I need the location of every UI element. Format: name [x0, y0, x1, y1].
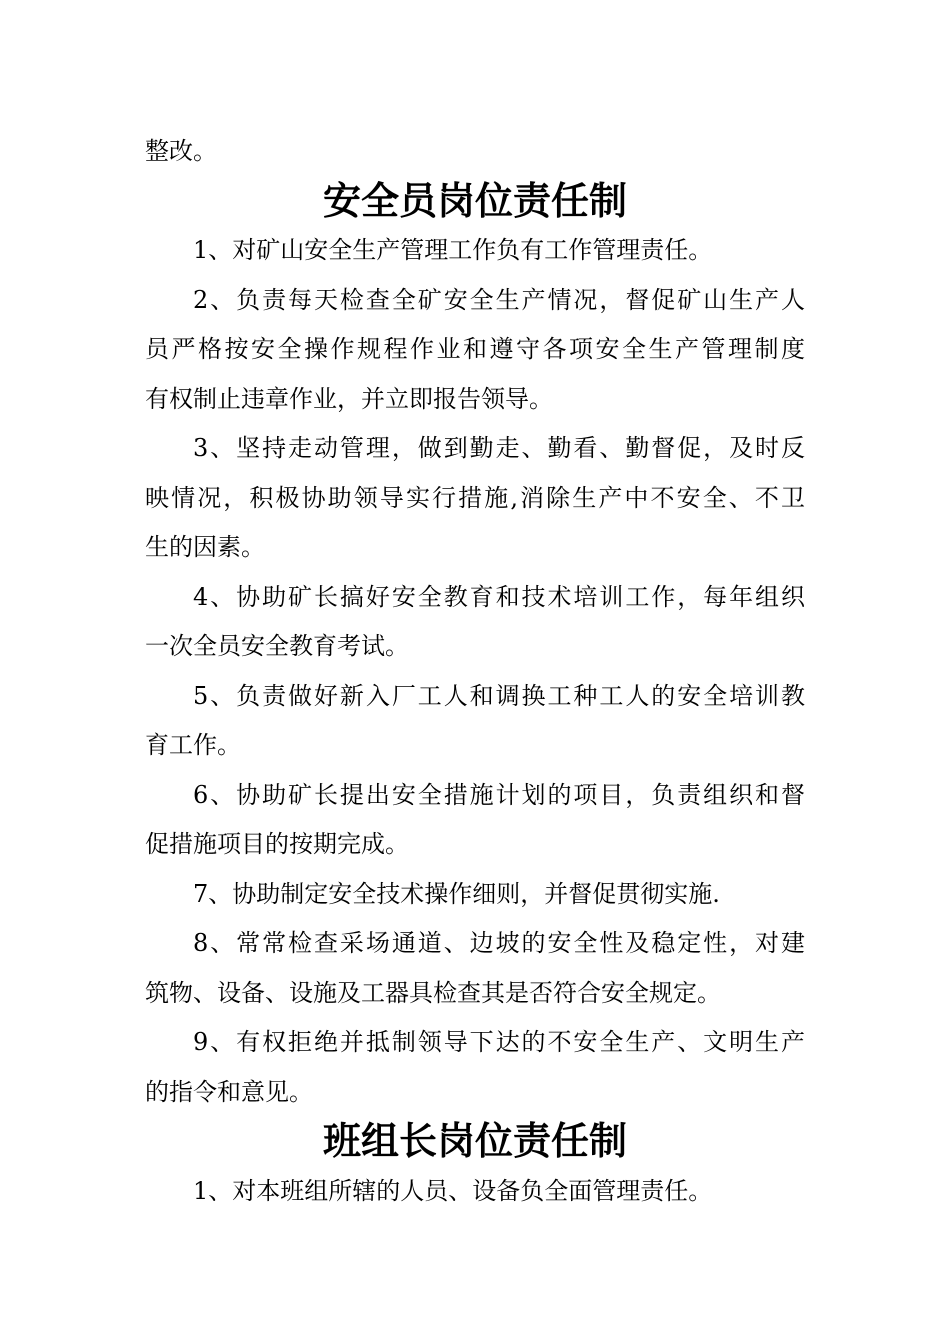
document-page [145, 127, 805, 1216]
clause-line: 1、对矿山安全生产管理工作负有工作管理责任。 [193, 236, 713, 264]
clause-9 [145, 1018, 805, 1117]
clause-6 [145, 771, 805, 870]
clause-line: 促措施项目的按期完成。 [145, 830, 409, 858]
clause-line: 的指令和意见。 [145, 1077, 313, 1106]
clause-2 [145, 276, 805, 425]
clause-line: 映情况，积极协助领导实行措施,消除生产中不安全、不卫 [145, 483, 805, 512]
clause-line: 8、常常检查采场通道、边坡的安全性及稳定性，对建 [193, 929, 805, 957]
continuation-line-1: 整改。 [145, 137, 217, 165]
clause-5 [145, 672, 805, 771]
clause-line: 一次全员安全教育考试。 [145, 632, 409, 660]
clause-7 [145, 870, 805, 920]
clause-8 [145, 919, 805, 1018]
clause-1 [145, 226, 805, 276]
clause-line: 3、坚持走动管理，做到勤走、勤看、勤督促，及时反 [193, 434, 805, 462]
section-heading-safety-officer: 安全员岗位责任制 [322, 178, 627, 223]
clause-line: 2、负责每天检查全矿安全生产情况，督促矿山生产人 [193, 285, 805, 314]
clause-line: 员严格按安全操作规程作业和遵守各项安全生产管理制度 [145, 335, 805, 363]
clause-line: 7、协助制定安全技术操作细则，并督促贯彻实施. [193, 879, 720, 908]
clause-line: 有权制止违章作业，并立即报告领导。 [145, 384, 553, 413]
section-heading-team-leader: 班组长岗位责任制 [322, 1119, 627, 1163]
clause-4 [145, 573, 805, 672]
clause-line: 5、负责做好新入厂工人和调换工种工人的安全培训教 [193, 681, 805, 710]
clause-3 [145, 424, 805, 573]
clause-line: 1、对本班组所辖的人员、设备负全面管理责任。 [193, 1176, 713, 1205]
team-leader-clause-1 [145, 1167, 805, 1217]
clause-line: 筑物、设备、设施及工器具检查其是否符合安全规定。 [145, 978, 721, 1007]
clause-line: 生的因素。 [145, 533, 265, 561]
clause-line: 4、协助矿长搞好安全教育和技术培训工作，每年组织 [193, 582, 805, 611]
clause-line: 育工作。 [145, 731, 241, 759]
clause-line: 6、协助矿长提出安全措施计划的项目，负责组织和督 [193, 780, 805, 809]
clause-line: 9、有权拒绝并抵制领导下达的不安全生产、文明生产 [193, 1028, 805, 1056]
